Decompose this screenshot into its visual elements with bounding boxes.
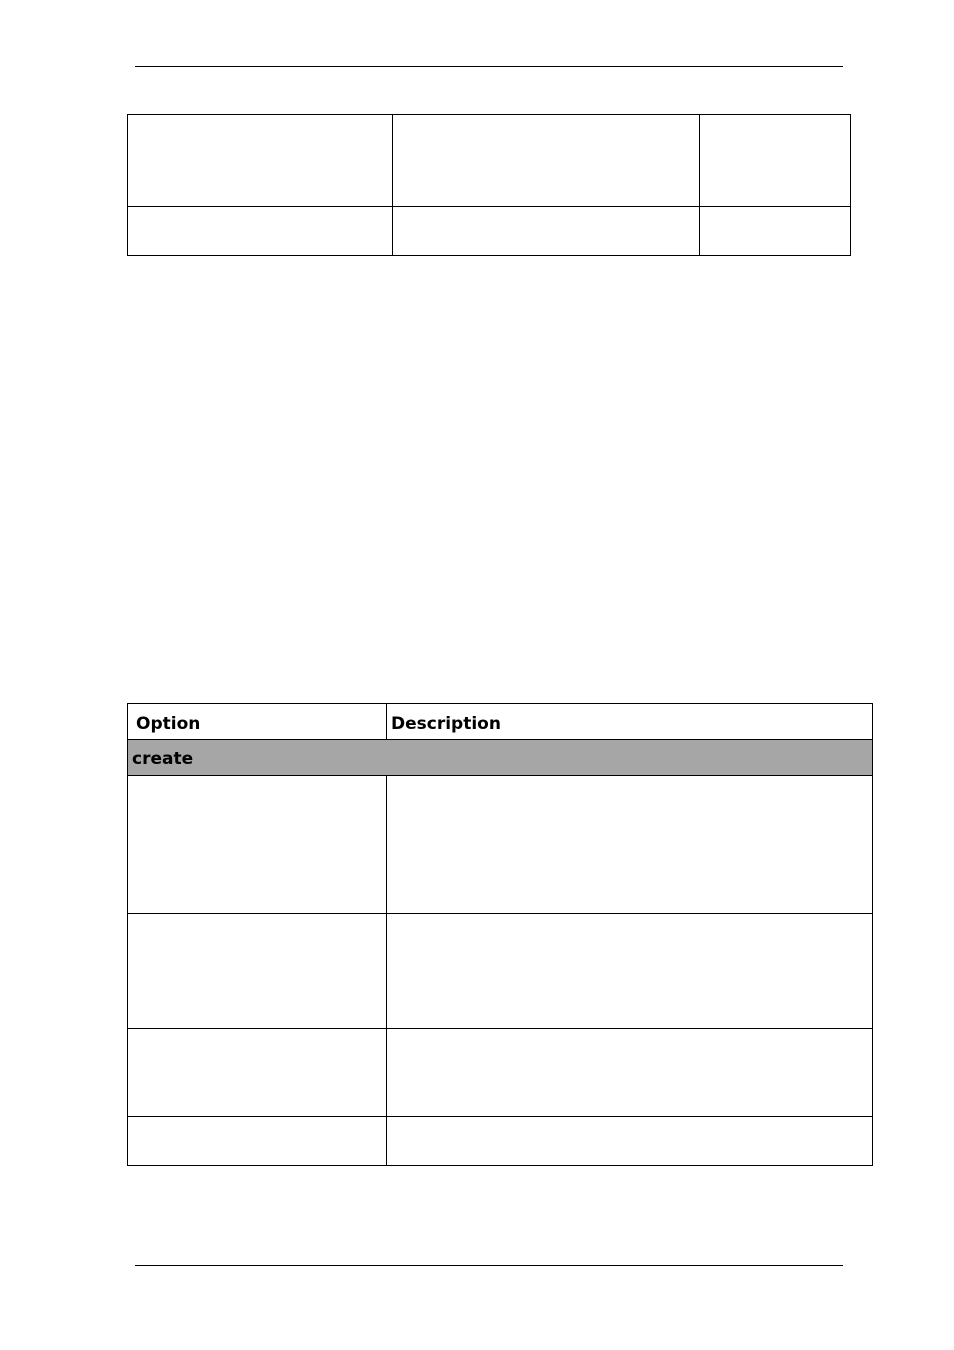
table-header-row <box>128 704 873 740</box>
table-row <box>128 115 851 207</box>
option-cell <box>128 1117 387 1166</box>
table-cell <box>128 115 393 207</box>
section-label: create <box>128 740 873 776</box>
footer-rule <box>135 1265 843 1266</box>
option-cell <box>128 914 387 1029</box>
table-cell <box>700 207 851 256</box>
table-cell <box>393 207 700 256</box>
table-row <box>128 776 873 914</box>
table-row <box>128 1117 873 1166</box>
option-cell <box>128 1029 387 1117</box>
description-cell <box>387 776 873 914</box>
table-cell <box>393 115 700 207</box>
option-column-header: Option <box>128 704 387 740</box>
table-cell <box>700 115 851 207</box>
description-column-header: Description <box>387 704 873 740</box>
options-table <box>127 703 873 1166</box>
table-row <box>128 1029 873 1117</box>
table-row <box>128 207 851 256</box>
top-table <box>127 114 851 256</box>
description-cell <box>387 914 873 1029</box>
section-row <box>128 740 873 776</box>
table-row <box>128 914 873 1029</box>
option-cell <box>128 776 387 914</box>
description-cell <box>387 1029 873 1117</box>
header-rule <box>135 66 843 67</box>
description-cell <box>387 1117 873 1166</box>
table-cell <box>128 207 393 256</box>
